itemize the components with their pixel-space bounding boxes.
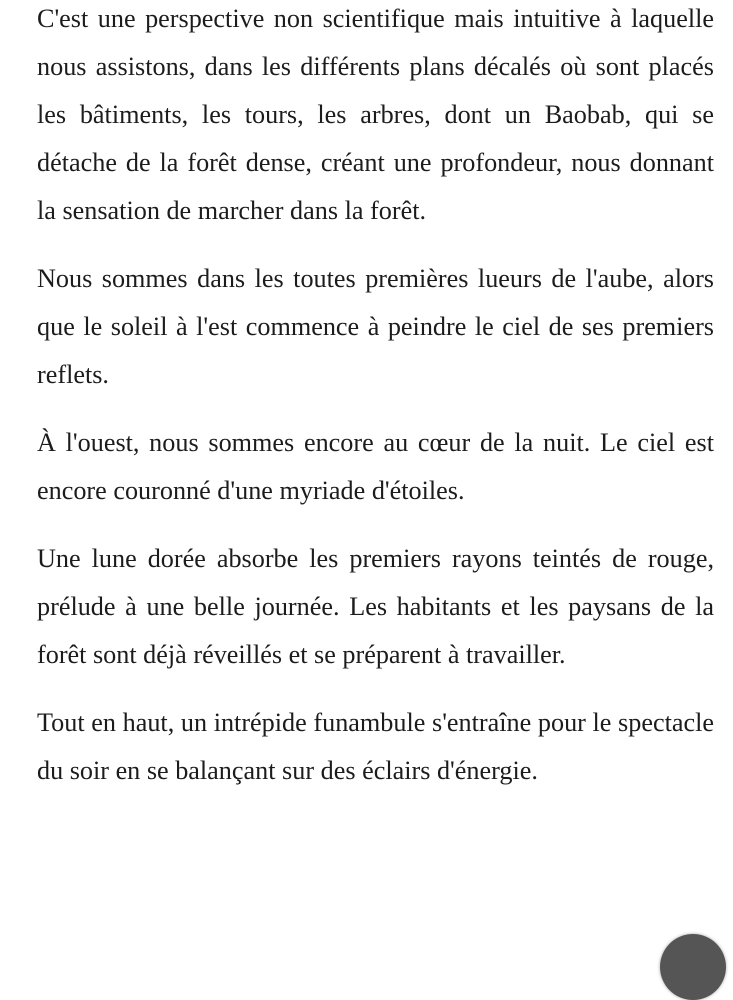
article-body xyxy=(37,0,714,815)
paragraph-tightrope-walker: Tout en haut, un intrépide funambule s'entraîne pour le spectacle du soir en se balançant sur des éclairs d'énergie. xyxy=(37,708,714,785)
paragraph-perspective: C'est une perspective non scientifique mais intuitive à laquelle nous assistons, dans les différents plans décalés où sont placés les bâtiments, les tours, les arbres, dont un Baobab, qui se détache de la forêt dense, créant une profondeur, nous donnant la sensation de marcher dans la forêt. xyxy=(37,4,714,225)
paragraph-golden-moon: Une lune dorée absorbe les premiers rayons teintés de rouge, prélude à une belle journée. Les habitants et les paysans de la forêt sont déjà réveillés et se préparent à travailler. xyxy=(37,544,714,669)
paragraph-west-night: À l'ouest, nous sommes encore au cœur de la nuit. Le ciel est encore couronné d'une myriade d'étoiles. xyxy=(37,428,714,505)
floating-scroll-button[interactable] xyxy=(660,934,726,1000)
paragraph-dawn: Nous sommes dans les toutes premières lueurs de l'aube, alors que le soleil à l'est commence à peindre le ciel de ses premiers reflets. xyxy=(37,264,714,389)
